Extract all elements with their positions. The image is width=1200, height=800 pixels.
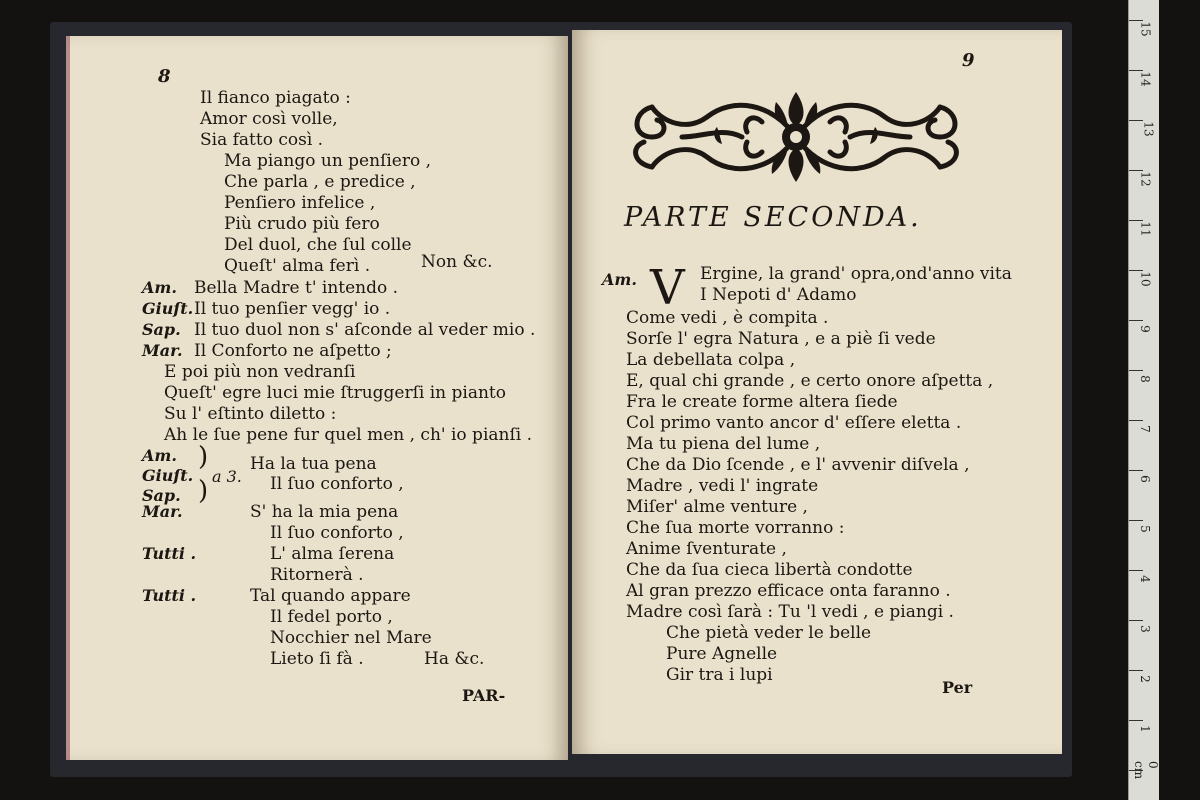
ruler-number: 9 xyxy=(1137,325,1152,333)
ruler-number: 5 xyxy=(1137,525,1152,533)
left-page xyxy=(66,36,568,760)
ruler-tick xyxy=(1129,520,1143,521)
ruler-number: 2 xyxy=(1137,675,1152,683)
measuring-ruler xyxy=(1128,0,1159,800)
ruler-tick xyxy=(1129,620,1143,621)
text-line: Pure Agnelle xyxy=(666,644,778,664)
text-line: Come vedi , è compita . xyxy=(626,308,829,328)
ruler-tick xyxy=(1129,470,1143,471)
page-number: 9 xyxy=(962,50,975,71)
speaker-label: Mar. xyxy=(142,341,183,360)
speaker-label: Am. xyxy=(142,446,177,465)
text-line: Il tuo duol non s' aſconde al veder mio . xyxy=(194,320,536,340)
ruler-number: 8 xyxy=(1137,375,1152,383)
text-line: Sia fatto così . xyxy=(200,130,324,150)
speaker-label: Tutti . xyxy=(142,544,197,563)
text-line: Sorſe l' egra Natura , e a piè ſi vede xyxy=(626,329,936,349)
ruler-number: 15 xyxy=(1138,21,1153,37)
text-line: S' ha la mia pena xyxy=(250,502,399,522)
text-line: Non &c. xyxy=(421,252,493,272)
text-line: Ha &c. xyxy=(424,649,485,669)
text-line: Ah le ſue pene fur quel men , ch' io pianſi . xyxy=(164,425,532,445)
text-line: Che parla , e predice , xyxy=(224,172,416,192)
text-line: Ritornerà . xyxy=(270,565,364,585)
section-heading: PARTE SECONDA. xyxy=(624,202,922,233)
text-line: Che da Dio ſcende , e l' avvenir diſvela , xyxy=(626,455,970,475)
speaker-label: Sap. xyxy=(142,486,181,505)
text-line: Tal quando appare xyxy=(250,586,411,606)
text-line: E, qual chi grande , e certo onore aſpetta , xyxy=(626,371,994,391)
speaker-label: Giuſt. xyxy=(142,466,194,485)
text-line: Ma piango un penſiero , xyxy=(224,151,432,171)
text-line: Che ſua morte vorranno : xyxy=(626,518,845,538)
text-line: Amor così volle, xyxy=(200,109,338,129)
text-line: Col primo vanto ancor d' eſſere eletta . xyxy=(626,413,962,433)
text-line: Il tuo penſier vegg' io . xyxy=(194,299,391,319)
ruler-number: 1 xyxy=(1137,725,1152,733)
ruler-number: 4 xyxy=(1137,575,1152,583)
text-line: Queſt' alma ferì . xyxy=(224,256,371,276)
text-line: Più crudo più fero xyxy=(224,214,380,234)
text-line: Ma tu piena del lume , xyxy=(626,434,821,454)
ruler-number: 6 xyxy=(1137,475,1152,483)
ruler-number: 3 xyxy=(1137,625,1152,633)
text-line: E poi più non vedranſi xyxy=(164,362,356,382)
text-line: Che da ſua cieca libertà condotte xyxy=(626,560,913,580)
text-line: Il ſuo conforto , xyxy=(270,474,404,494)
ruler-number: 10 xyxy=(1138,271,1153,287)
text-line: Queſt' egre luci mie ſtruggerſi in pianto xyxy=(164,383,506,403)
catchword: PAR- xyxy=(462,686,506,705)
ruler-tick xyxy=(1129,670,1143,671)
ruler-tick xyxy=(1129,420,1143,421)
text-line: Il Conforto ne aſpetto ; xyxy=(194,341,392,361)
ensemble-label: a 3. xyxy=(212,467,242,486)
page-number: 8 xyxy=(158,66,171,87)
catchword: Per xyxy=(942,678,973,697)
text-line: La debellata colpa , xyxy=(626,350,796,370)
ruler-number: 7 xyxy=(1137,425,1152,433)
speaker-label: Sap. xyxy=(142,320,181,339)
text-line: Che pietà veder le belle xyxy=(666,623,872,643)
ruler-tick xyxy=(1129,370,1143,371)
brace-mark: ) xyxy=(198,476,209,506)
text-line: Anime ſventurate , xyxy=(626,539,787,559)
speaker-label: Tutti . xyxy=(142,586,197,605)
ruler-tick xyxy=(1129,720,1143,721)
ruler-tick xyxy=(1129,570,1143,571)
text-line: Il ſuo conforto , xyxy=(270,523,404,543)
speaker-label: Giuſt. xyxy=(142,299,194,318)
text-line: Madre così ſarà : Tu 'l vedi , e piangi . xyxy=(626,602,954,622)
brace-mark: ) xyxy=(198,442,209,472)
ruler-number: 13 xyxy=(1141,121,1156,137)
ruler-number: 0 cm xyxy=(1132,761,1160,780)
text-line: Lieto ſi fà . xyxy=(270,649,364,669)
speaker-label: Mar. xyxy=(142,502,183,521)
text-line: Il fianco piagato : xyxy=(200,88,351,108)
ruler-number: 11 xyxy=(1138,221,1153,237)
text-line: Bella Madre t' intendo . xyxy=(194,278,399,298)
ruler-number: 14 xyxy=(1138,71,1153,87)
speaker-label: Am. xyxy=(142,278,177,297)
text-line: Fra le create forme altera ſiede xyxy=(626,392,898,412)
speaker-label: Am. xyxy=(602,270,637,289)
drop-cap: V xyxy=(650,260,685,316)
text-line: Miſer' alme venture , xyxy=(626,497,808,517)
text-line: Nocchier nel Mare xyxy=(270,628,432,648)
text-line: Su l' eſtinto diletto : xyxy=(164,404,337,424)
text-line: Penſiero infelice , xyxy=(224,193,376,213)
text-line: I Nepoti d' Adamo xyxy=(700,285,857,305)
text-line: Madre , vedi l' ingrate xyxy=(626,476,819,496)
text-line: Il fedel porto , xyxy=(270,607,393,627)
ruler-tick xyxy=(1129,320,1143,321)
ruler-number: 12 xyxy=(1138,171,1153,187)
right-page xyxy=(572,30,1062,754)
text-line: Ergine, la grand' opra,ond'anno vita xyxy=(700,264,1012,284)
text-line: Al gran prezzo efficace onta faranno . xyxy=(626,581,951,601)
text-line: Del duol, che ſul colle xyxy=(224,235,412,255)
text-line: Ha la tua pena xyxy=(250,454,377,474)
text-line: Gir tra i lupi xyxy=(666,665,773,685)
text-line: L' alma ſerena xyxy=(270,544,395,564)
ornament-headpiece xyxy=(622,82,970,192)
